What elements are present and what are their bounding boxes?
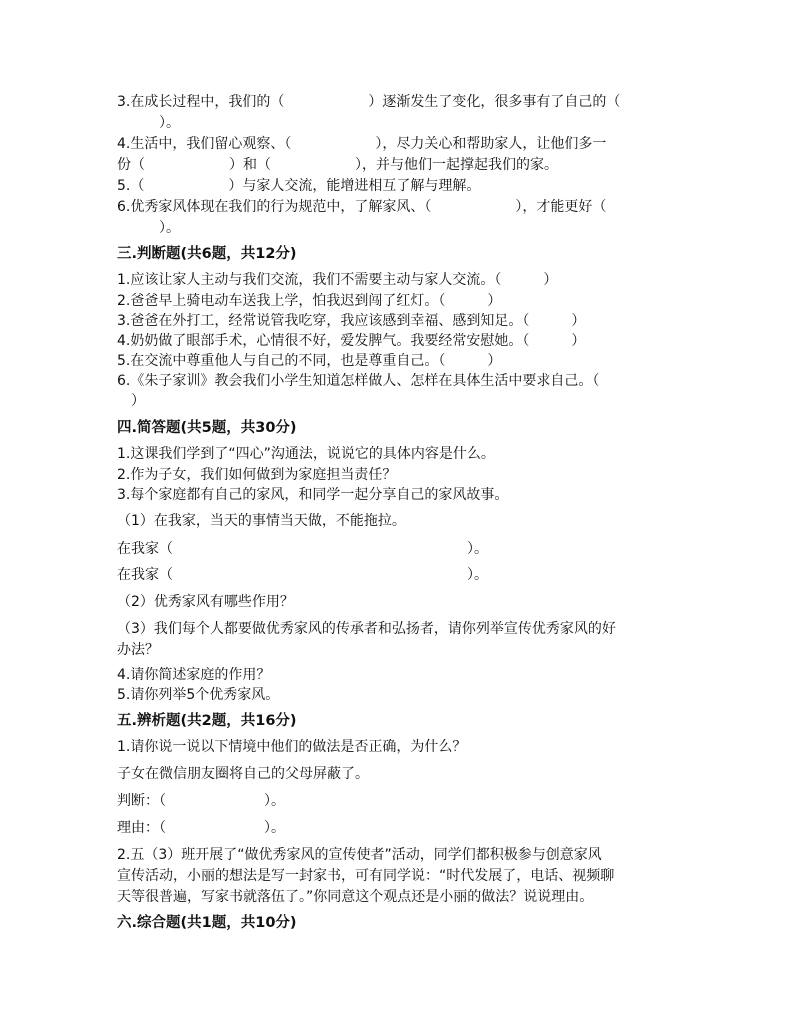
analysis-q1-scenario: 子女在微信朋友圈将自己的父母屏蔽了。 [117,766,369,782]
short-answer-q4: 4.请你简述家庭的作用？ [117,667,271,683]
judge-item-1: 1.应该让家人主动与我们交流，我们不需要主动与家人交流。（ ） [117,272,558,288]
short-answer-q5: 5.请你列举5个优秀家风。 [117,687,280,703]
analysis-q1-judge: 判断：（ ）。 [117,793,285,809]
judge-item-3: 3.爸爸在外打工，经常说管我吃穿，我应该感到幸福、感到知足。（ ） [117,313,586,329]
judge-item-5: 5.在交流中尊重他人与自己的不同，也是尊重自己。（ ） [117,353,502,369]
section-3-heading: 三.判断题(共6题，共12分) [117,246,297,262]
analysis-q1-reason: 理由：（ ）。 [117,820,285,836]
blank-item-4-line2: 份（ ）和（ ），并与他们一起撑起我们的家。 [117,157,558,173]
short-answer-q3-sub2: （2）优秀家风有哪些作用？ [117,594,294,610]
analysis-q2-line3: 天等很普遍，写家书就落伍了。”你同意这个观点还是小丽的做法？说说理由。 [117,889,594,905]
short-answer-q3-blank2: 在我家（ ）。 [117,567,488,583]
blank-item-3-line2: ）。 [117,115,180,131]
blank-item-3-line1: 3.在成长过程中，我们的（ ）逐渐发生了变化，很多事有了自己的（ [117,94,621,110]
analysis-q2-line2: 宣传活动，小丽的想法是写一封家书，可有同学说：“时代发展了，电话、视频聊 [117,868,615,884]
blank-item-6-line1: 6.优秀家风体现在我们的行为规范中，了解家风、（ ），才能更好（ [117,199,607,215]
blank-item-4-line1: 4.生活中，我们留心观察、（ ），尽力关心和帮助家人，让他们多一 [117,136,607,152]
blank-item-6-line2: ）。 [117,220,180,236]
blank-item-5-line1: 5.（ ）与家人交流，能增进相互了解与理解。 [117,178,481,194]
section-5-heading: 五.辨析题(共2题，共16分) [117,713,297,729]
section-4-heading: 四.简答题(共5题，共30分) [117,420,297,436]
judge-item-2: 2.爸爸早上骑电动车送我上学，怕我迟到闯了红灯。（ ） [117,293,502,309]
judge-item-6-line1: 6.《朱子家训》教会我们小学生知道怎样做人、怎样在具体生活中要求自己。（ [117,373,600,389]
analysis-q2-line1: 2.五（3）班开展了“做优秀家风的宣传使者”活动，同学们都积极参与创意家风 [117,847,602,863]
analysis-q1: 1.请你说一说以下情境中他们的做法是否正确，为什么？ [117,739,467,755]
short-answer-q1: 1.这课我们学到了“四心”沟通法，说说它的具体内容是什么。 [117,446,495,462]
short-answer-q3-blank1: 在我家（ ）。 [117,541,488,557]
judge-item-4: 4.奶奶做了眼部手术，心情很不好，爱发脾气。我要经常安慰她。（ ） [117,333,586,349]
short-answer-q3-sub3-line2: 办法？ [117,642,159,658]
short-answer-q3-sub1: （1）在我家，当天的事情当天做，不能拖拉。 [117,513,406,529]
judge-item-6-line2: ） [117,393,145,409]
short-answer-q2: 2.作为子女，我们如何做到为家庭担当责任？ [117,467,397,483]
short-answer-q3: 3.每个家庭都有自己的家风，和同学一起分享自己的家风故事。 [117,487,509,503]
short-answer-q3-sub3-line1: （3）我们每个人都要做优秀家风的传承者和弘扬者，请你列举宣传优秀家风的好 [117,621,616,637]
section-6-heading: 六.综合题(共1题，共10分) [117,915,297,931]
